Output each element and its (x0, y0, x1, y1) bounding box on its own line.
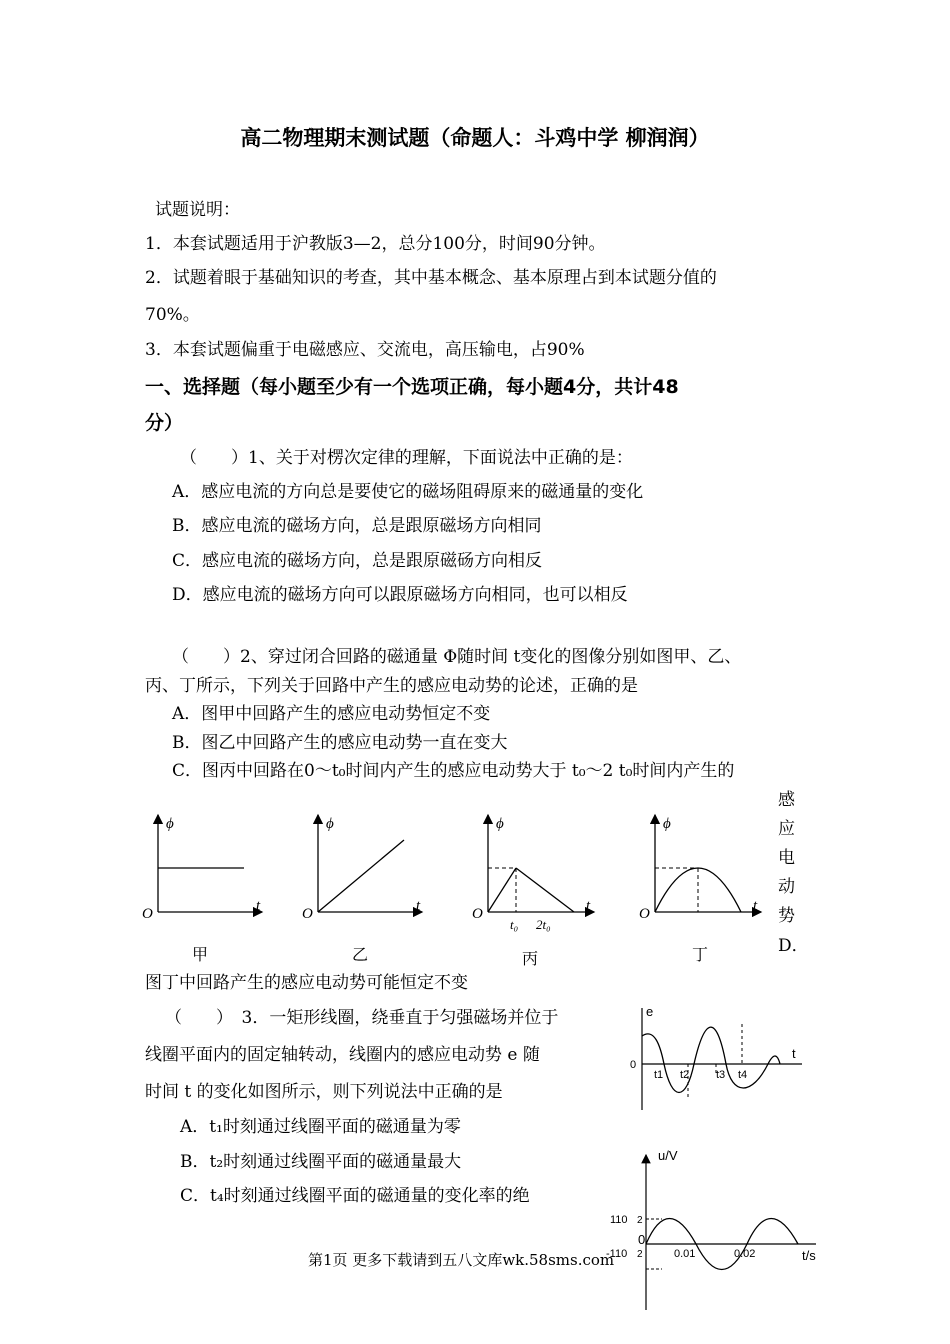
origin-label: 0 (630, 1059, 637, 1071)
q2-option-b: B．图乙中回路产生的感应电动势一直在变大 (172, 733, 508, 753)
q2-option-c-vertical: 动 (778, 877, 795, 897)
section-heading-cont: 分） (145, 412, 184, 434)
t0-label: t₀ (510, 917, 519, 932)
axis-x-label: t (586, 898, 591, 914)
axis-y-label: ϕ (326, 816, 334, 832)
x-tick-001: 0.01 (674, 1248, 696, 1260)
page-footer: 第1页 更多下载请到五八文库wk.58sms.com (308, 1251, 615, 1269)
axis-x-label: t (256, 898, 261, 914)
phi-line (516, 868, 574, 912)
phi-line (488, 868, 516, 912)
x-tick-002: 0.02 (734, 1248, 756, 1260)
t3-label: t3 (716, 1069, 726, 1081)
note-2: 2．试题着眼于基础知识的考查，其中基本概念、基本原理占到本试题分值的 (145, 268, 717, 288)
note-1: 1．本套试题适用于沪教版3—2，总分100分，时间90分钟。 (145, 234, 606, 254)
emf-graph (620, 1000, 810, 1115)
q1-option-c: C．感应电流的磁场方向，总是跟原磁砀方向相反 (172, 551, 543, 571)
axis-x-label: t (416, 898, 421, 914)
caption-jia: 甲 (192, 945, 209, 964)
axis-y-label: ϕ (663, 816, 671, 832)
page-title: 高二物理期末测试题（命题人：斗鸡中学 柳润润） (240, 126, 710, 150)
q2-option-d-label: D． (778, 936, 809, 956)
phi-graph-yi (300, 810, 430, 925)
pos-peak-label: 110 (610, 1214, 628, 1226)
q1-option-a: A．感应电流的方向总是要使它的磁场阻碍原来的磁通量的变化 (172, 482, 644, 502)
t2-label: t2 (680, 1069, 690, 1081)
caption-yi: 乙 (352, 945, 369, 964)
q1-option-d: D．感应电流的磁场方向可以跟原磁场方向相同，也可以相反 (172, 585, 628, 605)
q2-stem-cont: 丙、丁所示，下列关于回路中产生的感应电动势的论述，正确的是 (145, 676, 638, 696)
q3-stem: （ ） 3．一矩形线圈，绕垂直于匀强磁场并位于 (165, 1008, 559, 1028)
q3-option-a: A．t₁时刻通过线圈平面的磁通量为零 (180, 1117, 461, 1137)
q1-stem: （ ）1、关于对楞次定律的理解，下面说法中正确的是： (180, 448, 633, 468)
caption-bing: 丙 (522, 949, 539, 968)
q2-stem: （ ）2、穿过闭合回路的磁通量 Φ随时间 t变化的图像分别如图甲、乙、 (172, 647, 742, 667)
t4-label: t4 (738, 1069, 748, 1081)
neg-peak-label: -110 (606, 1248, 628, 1260)
phi-graph-bing (470, 810, 605, 935)
q2-option-c-vertical: 感 (778, 790, 795, 810)
e-label: e (646, 1004, 654, 1019)
q2-option-c: C．图丙中回路在0～t₀时间内产生的感应电动势大于 t₀～2 t₀时间内产生的 (172, 761, 735, 781)
q2-option-c-vertical: 电 (778, 848, 795, 868)
axis-y-label: ϕ (166, 816, 174, 832)
q1-option-b: B．感应电流的磁场方向，总是跟原磁场方向相同 (172, 516, 542, 536)
t-label: t (792, 1046, 796, 1061)
t1-label: t1 (654, 1069, 664, 1081)
x-axis-label: t/s (802, 1248, 816, 1263)
origin-label: O (472, 906, 483, 922)
note-2-cont: 70%。 (145, 305, 200, 325)
emf-curve (642, 1027, 780, 1092)
axis-x-label: t (753, 898, 758, 914)
y-axis-label: u/V (658, 1148, 678, 1163)
note-3: 3．本套试题偏重于电磁感应、交流电，高压输电，占90% (145, 340, 585, 360)
q3-stem-cont2: 时间 t 的变化如图所示，则下列说法中正确的是 (145, 1082, 503, 1102)
origin-label: O (142, 906, 153, 922)
section-heading: 一、选择题（每小题至少有一个选项正确，每小题4分，共计48 (145, 376, 679, 398)
q3-option-c: C．t₄时刻通过线圈平面的磁通量的变化率的绝 (180, 1186, 530, 1206)
q2-option-d: 图丁中回路产生的感应电动势可能恒定不变 (145, 973, 468, 993)
q2-option-c-vertical: 应 (778, 819, 795, 839)
pos-peak-sqrt: 2 (637, 1215, 643, 1226)
notes-heading: 试题说明： (155, 200, 240, 220)
q3-stem-cont: 线圈平面内的固定轴转动，线圈内的感应电动势 e 随 (145, 1045, 540, 1065)
phi-graph-ding (637, 810, 772, 925)
caption-ding: 丁 (692, 945, 709, 964)
voltage-graph (600, 1145, 825, 1315)
q2-option-c-vertical: 势 (778, 906, 795, 926)
q3-option-b: B．t₂时刻通过线圈平面的磁通量最大 (180, 1152, 462, 1172)
axis-y-label: ϕ (496, 816, 504, 832)
2t0-label: 2t₀ (536, 917, 551, 932)
origin-label: 0 (638, 1232, 646, 1247)
origin-label: O (639, 906, 650, 922)
neg-peak-sqrt: 2 (637, 1249, 643, 1260)
q2-option-a: A．图甲中回路产生的感应电动势恒定不变 (172, 704, 491, 724)
origin-label: O (302, 906, 313, 922)
phi-graph-jia (140, 810, 270, 925)
phi-line (318, 840, 404, 912)
